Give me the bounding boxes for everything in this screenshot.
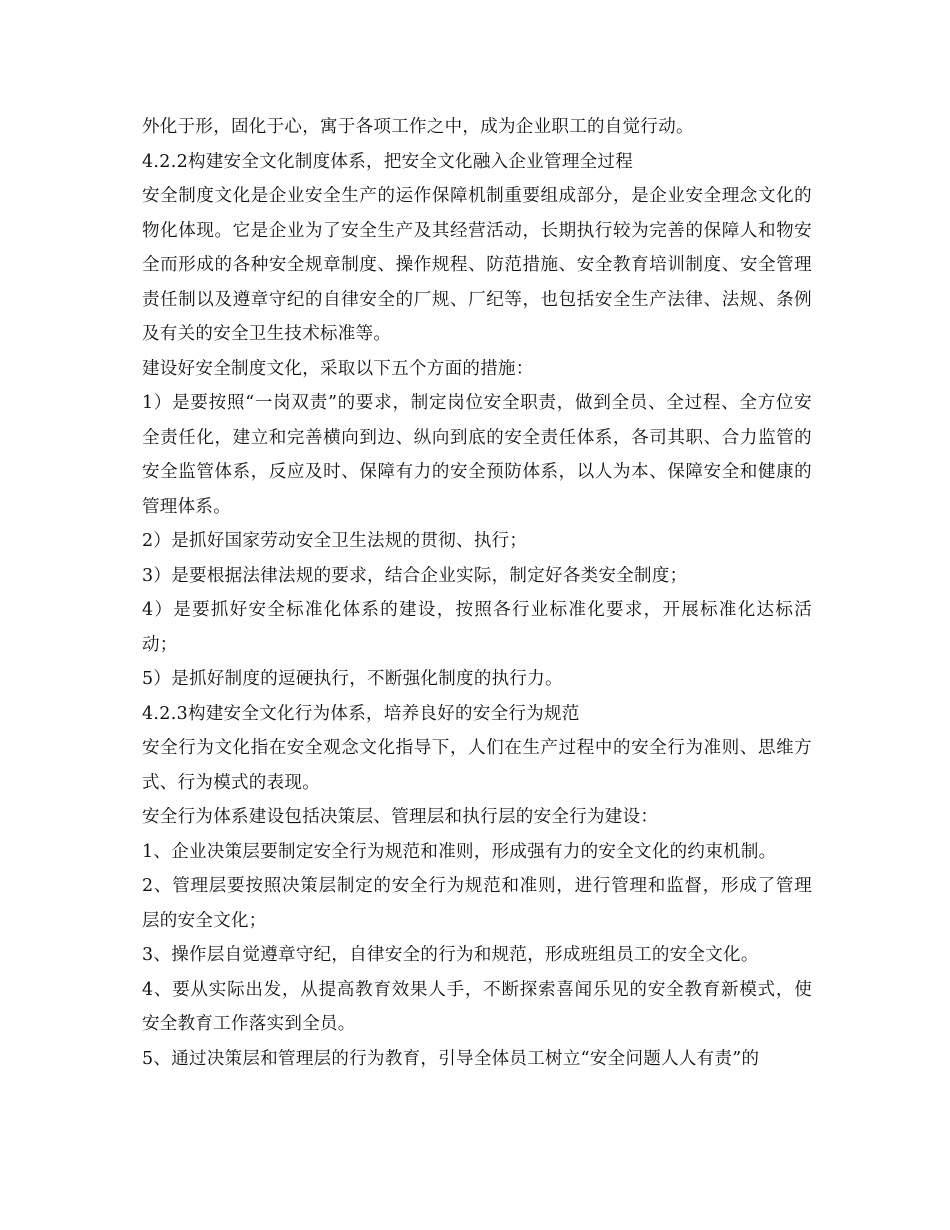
list-item-behavior-5: 5、通过决策层和管理层的行为教育，引导全体员工树立“安全问题人人有责”的 bbox=[142, 1048, 760, 1069]
list-item-measure-4: 4）是要抓好安全标准化体系的建设，按照各行业标准化要求，开展标准化达标活动； bbox=[142, 600, 812, 655]
list-item-measure-5: 5）是抓好制度的逗硬执行，不断强化制度的执行力。 bbox=[142, 669, 563, 689]
section-heading-4-2-2: 4.2.2构建安全文化制度体系，把安全文化融入企业管理全过程 bbox=[142, 151, 634, 172]
paragraph-behavior-system-intro: 安全行为体系建设包括决策层、管理层和执行层的安全行为建设： bbox=[142, 807, 659, 827]
paragraph-institution-culture: 安全制度文化是企业安全生产的运作保障机制重要组成部分，是企业安全理念文化的物化体现。它是企业为了安全生产及其经营活动，长期执行较为完善的保障人和物安全而形成的各种安全规章制度、操作规程、防范措施、安全教育培训制度、安全管理责任制以及遵章守纪的自律安全的厂规、厂纪等，也包括安全生产法律、法规、条例及有关的安全卫生技术标准等。 bbox=[142, 186, 812, 344]
list-item-behavior-3: 3、操作层自觉遵章守纪，自律安全的行为和规范，形成班组员工的安全文化。 bbox=[142, 945, 759, 965]
list-item-measure-2: 2）是抓好国家劳动安全卫生法规的贯彻、执行； bbox=[142, 531, 528, 551]
section-heading-4-2-3: 4.2.3构建安全文化行为体系，培养良好的安全行为规范 bbox=[142, 703, 580, 724]
list-item-behavior-2: 2、管理层要按照决策层制定的安全行为规范和准则，进行管理和监督，形成了管理层的安全文化； bbox=[142, 876, 812, 931]
paragraph-continuation: 外化于形，固化于心，寓于各项工作之中，成为企业职工的自觉行动。 bbox=[142, 117, 694, 137]
list-item-behavior-4: 4、要从实际出发，从提高教育效果人手，不断探索喜闻乐见的安全教育新模式，使安全教育工作落实到全员。 bbox=[142, 979, 812, 1034]
list-item-behavior-1: 1、企业决策层要制定安全行为规范和准则，形成强有力的安全文化的约束机制。 bbox=[142, 841, 777, 862]
list-item-measure-1: 1）是要按照“一岗双责”的要求，制定岗位安全职责，做到全员、全过程、全方位安全责任化，建立和完善横向到边、纵向到底的安全责任体系，各司其职、合力监管的安全监管体系，反应及时、保障有力的安全预防体系，以人为本、保障安全和健康的管理体系。 bbox=[142, 393, 812, 517]
paragraph-behavior-culture: 安全行为文化指在安全观念文化指导下，人们在生产过程中的安全行为准则、思维方式、行为模式的表现。 bbox=[142, 738, 812, 793]
list-item-measure-3: 3）是要根据法律法规的要求，结合企业实际，制定好各类安全制度； bbox=[142, 565, 688, 586]
document-body bbox=[142, 110, 812, 1076]
paragraph-five-measures-intro: 建设好安全制度文化，采取以下五个方面的措施： bbox=[142, 358, 534, 379]
